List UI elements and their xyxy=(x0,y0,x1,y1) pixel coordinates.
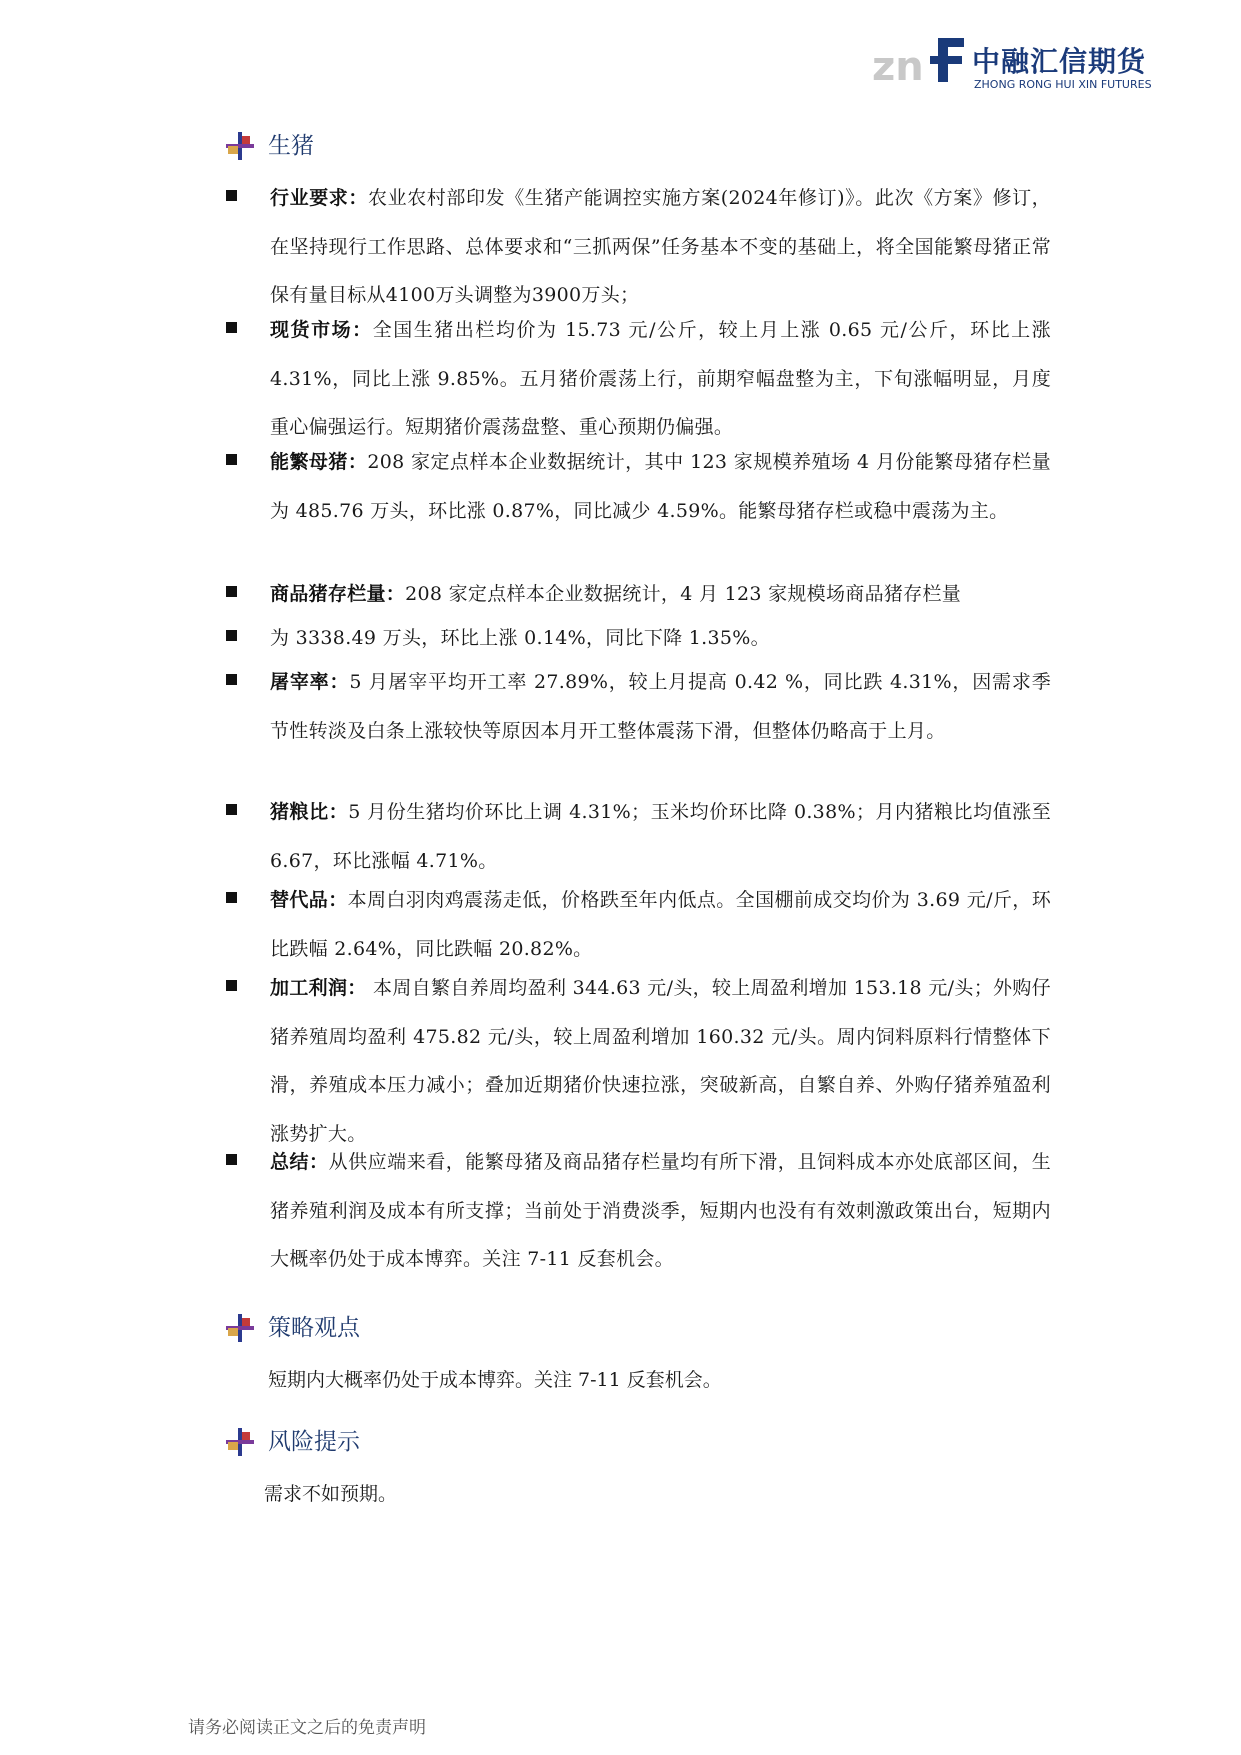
item-text: 从供应端来看，能繁母猪及商品猪存栏量均有所下滑，且饲料成本亦处底部区间，生猪养殖利润及成本有所支撑；当前处于消费淡季，短期内也没有有效刺激政策出台，短期内大概率仍处于成本博弈。关注 7-11 反套机会。 xyxy=(270,1151,1051,1270)
list-item xyxy=(226,876,1051,973)
item-text: 为 3338.49 万头，环比上涨 0.14%，同比下降 1.35%。 xyxy=(270,627,770,649)
section-title: 生猪 xyxy=(268,133,314,159)
section-title: 风险提示 xyxy=(268,1429,360,1455)
item-label: 替代品： xyxy=(270,889,348,911)
list-item xyxy=(226,964,1051,1158)
item-label: 现货市场： xyxy=(270,319,373,341)
section-marker-icon xyxy=(226,1314,254,1342)
strategy-text: 短期内大概率仍处于成本博弈。关注 7-11 反套机会。 xyxy=(268,1369,722,1391)
list-item xyxy=(226,570,1051,619)
bullet-square-icon xyxy=(226,804,237,815)
list-item xyxy=(226,788,1051,885)
item-label: 商品猪存栏量： xyxy=(270,583,406,605)
item-text: 5 月屠宰平均开工率 27.89%，较上月提高 0.42 %，同比跌 4.31%，因需求季节性转淡及白条上涨较快等原因本月开工整体震荡下滑，但整体仍略高于上月。 xyxy=(270,671,1052,742)
bullet-square-icon xyxy=(226,630,237,641)
company-logo xyxy=(872,30,1172,92)
item-label: 总结： xyxy=(270,1151,329,1173)
bullet-square-icon xyxy=(226,674,237,685)
item-text: 本周自繁自养周均盈利 344.63 元/头，较上周盈利增加 153.18 元/头；外购仔猪养殖周均盈利 475.82 元/头，较上周盈利增加 160.32 元/头。周内饲料原料行情整体下滑，养殖成本压力减小；叠加近期猪价快速拉涨，突破新高，自繁自养、外购仔猪养殖盈利涨势扩大。 xyxy=(270,977,1051,1145)
item-label: 行业要求： xyxy=(270,187,368,209)
bullet-square-icon xyxy=(226,1154,237,1165)
item-text: 农业农村部印发《生猪产能调控实施方案(2024年修订)》。此次《方案》修订，在坚持现行工作思路、总体要求和“三抓两保”任务基本不变的基础上，将全国能繁母猪正常保有量目标从4100万头调整为3900万头； xyxy=(270,187,1051,306)
company-name-english: ZHONG RONG HUI XIN FUTURES xyxy=(974,78,1152,91)
bullet-square-icon xyxy=(226,190,237,201)
item-label: 猪粮比： xyxy=(270,801,349,823)
item-label: 能繁母猪： xyxy=(270,451,368,473)
item-text: 208 家定点样本企业数据统计，4 月 123 家规模场商品猪存栏量 xyxy=(405,583,962,605)
section-marker-icon xyxy=(226,1428,254,1456)
bullet-square-icon xyxy=(226,454,237,465)
bullet-square-icon xyxy=(226,892,237,903)
list-item xyxy=(226,658,1051,755)
list-item xyxy=(226,306,1051,452)
bullet-square-icon xyxy=(226,322,237,333)
list-item xyxy=(226,438,1051,535)
znf-logo-icon xyxy=(872,30,968,92)
bullet-square-icon xyxy=(226,586,237,597)
item-text: 5 月份生猪均价环比上调 4.31%；玉米均价环比降 0.38%；月内猪粮比均值涨至 6.67，环比涨幅 4.71%。 xyxy=(270,801,1052,872)
section-marker-icon xyxy=(226,132,254,160)
disclaimer-footer: 请务必阅读正文之后的免责声明 xyxy=(188,1718,426,1738)
list-item xyxy=(226,174,1051,320)
company-name: 中融汇信期货 xyxy=(972,45,1147,78)
svg-text:zn: zn xyxy=(872,44,924,90)
item-text: 208 家定点样本企业数据统计，其中 123 家规模养殖场 4 月份能繁母猪存栏量为 485.76 万头，环比涨 0.87%，同比减少 4.59%。能繁母猪存栏或稳中震荡为主。 xyxy=(270,451,1051,522)
risk-text: 需求不如预期。 xyxy=(264,1483,398,1505)
list-item xyxy=(226,614,1051,663)
bullet-square-icon xyxy=(226,980,237,991)
list-item xyxy=(226,1138,1051,1284)
item-label: 屠宰率： xyxy=(270,671,350,693)
item-text: 本周白羽肉鸡震荡走低，价格跌至年内低点。全国棚前成交均价为 3.69 元/斤，环比跌幅 2.64%，同比跌幅 20.82%。 xyxy=(270,889,1052,960)
item-label: 加工利润： xyxy=(270,977,367,999)
section-title: 策略观点 xyxy=(268,1315,360,1341)
item-text: 全国生猪出栏均价为 15.73 元/公斤，较上月上涨 0.65 元/公斤，环比上涨 4.31%，同比上涨 9.85%。五月猪价震荡上行，前期窄幅盘整为主，下旬涨幅明显，月度重心偏强运行。短期猪价震荡盘整、重心预期仍偏强。 xyxy=(270,319,1051,438)
